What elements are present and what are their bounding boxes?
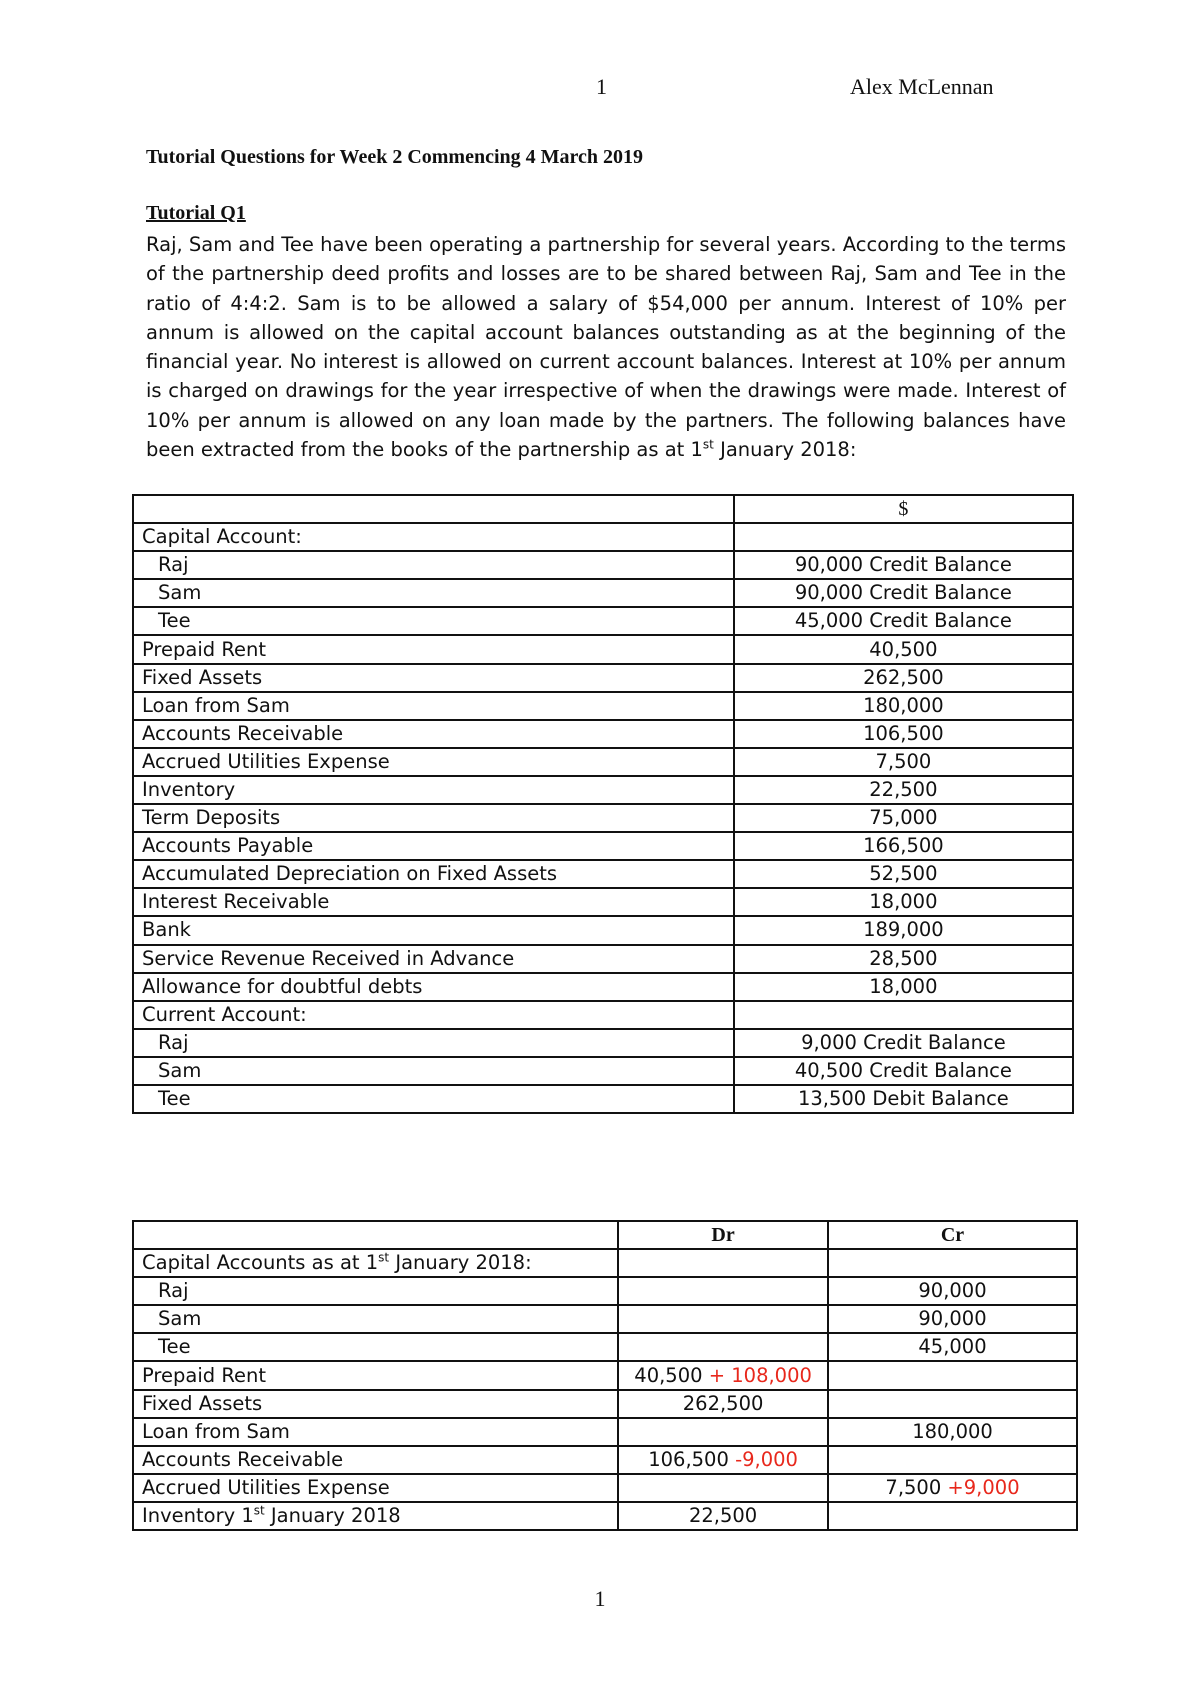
trial-row-dr-adjustment: + 108,000 — [702, 1363, 812, 1387]
balances-row-label: Fixed Assets — [133, 664, 734, 692]
trial-row-cr-cell — [828, 1502, 1077, 1530]
trial-table — [132, 1220, 1078, 1531]
trial-row-label-cell — [133, 1277, 618, 1305]
balances-row-value: 262,500 — [734, 664, 1073, 692]
trial-row — [133, 1277, 1077, 1305]
balances-row-value: 40,500 — [734, 635, 1073, 663]
trial-row — [133, 1446, 1077, 1474]
balances-row-label: Accounts Payable — [133, 832, 734, 860]
trial-row-cr-cell — [828, 1361, 1077, 1389]
balances-row-label: Sam — [133, 579, 734, 607]
balances-row-label: Inventory — [133, 776, 734, 804]
balances-row-value: 13,500 Debit Balance — [734, 1085, 1073, 1113]
trial-row-dr: 262,500 — [682, 1391, 764, 1415]
trial-row-label-end: January 2018 — [264, 1503, 401, 1527]
balances-row-value: 28,500 — [734, 945, 1073, 973]
trial-row-dr-cell — [618, 1277, 828, 1305]
trial-row-label-cell — [133, 1390, 618, 1418]
trial-row — [133, 1474, 1077, 1502]
balances-row-label: Accounts Receivable — [133, 720, 734, 748]
trial-row-cr: 90,000 — [918, 1279, 987, 1303]
trial-row-label: Raj — [158, 1279, 189, 1303]
balances-row — [133, 1001, 1073, 1029]
trial-row — [133, 1390, 1077, 1418]
balances-row-value — [734, 523, 1073, 551]
balances-row — [133, 748, 1073, 776]
balances-row-value: 52,500 — [734, 860, 1073, 888]
balances-row — [133, 832, 1073, 860]
trial-row-label: Inventory 1 — [142, 1503, 254, 1527]
balances-row-label: Prepaid Rent — [133, 635, 734, 663]
balances-row — [133, 1029, 1073, 1057]
balances-row-label: Sam — [133, 1057, 734, 1085]
trial-row — [133, 1249, 1077, 1277]
trial-row-cr-cell — [828, 1277, 1077, 1305]
balances-row — [133, 916, 1073, 944]
balances-row — [133, 664, 1073, 692]
balances-row-label: Tee — [133, 607, 734, 635]
question-text: Raj, Sam and Tee have been operating a partnership for several years. According to the terms of the partnership deed profits and losses are to be shared between Raj, Sam and Tee in the ratio of 4:4:2. Sam is to be allowed a salary of $54,000 per annum. Interest of 10% per annum is allowed on the capital account balances outstanding as at the beginning of the financial year. No interest is allowed on current account balances. Interest at 10% per annum is charged on drawings for the year irrespective of when the drawings were made. Interest of 10% per annum is allowed on any loan made by the partners. The following balances have been extracted from the books of the partnership as at 1 — [146, 233, 1066, 462]
trial-row-label: Sam — [158, 1307, 202, 1331]
trial-row-cr-adjustment: +9,000 — [941, 1475, 1020, 1499]
trial-row-dr-cell — [618, 1333, 828, 1361]
trial-row-label: Capital Accounts as at 1 — [142, 1251, 379, 1275]
header-page-number: 1 — [596, 74, 607, 99]
trial-row-cr: 7,500 — [885, 1475, 942, 1499]
trial-row-label-cell — [133, 1361, 618, 1389]
trial-row — [133, 1305, 1077, 1333]
trial-row-dr-cell — [618, 1249, 828, 1277]
trial-row-dr-adjustment: -9,000 — [728, 1447, 798, 1471]
balances-row-label: Tee — [133, 1085, 734, 1113]
trial-header-row — [133, 1221, 1077, 1249]
balances-row-label: Interest Receivable — [133, 888, 734, 916]
trial-row-cr-cell — [828, 1333, 1077, 1361]
balances-row-value: 18,000 — [734, 973, 1073, 1001]
trial-row-label-cell — [133, 1502, 618, 1530]
balances-row-value: 106,500 — [734, 720, 1073, 748]
balances-row-label: Capital Account: — [133, 523, 734, 551]
question-heading: Tutorial Q1 — [146, 202, 246, 224]
trial-row — [133, 1418, 1077, 1446]
trial-row — [133, 1361, 1077, 1389]
question-text-superscript: st — [702, 437, 714, 452]
trial-row — [133, 1502, 1077, 1530]
trial-row-dr-cell — [618, 1305, 828, 1333]
balances-row-value: 22,500 — [734, 776, 1073, 804]
trial-row-label-cell — [133, 1446, 618, 1474]
trial-row-cr-cell — [828, 1474, 1077, 1502]
trial-row-dr-cell — [618, 1446, 828, 1474]
balances-row-label: Bank — [133, 916, 734, 944]
balances-row-value: 40,500 Credit Balance — [734, 1057, 1073, 1085]
balances-row-label: Accrued Utilities Expense — [133, 748, 734, 776]
balances-row-label: Service Revenue Received in Advance — [133, 945, 734, 973]
balances-row — [133, 973, 1073, 1001]
trial-row-dr: 106,500 — [648, 1447, 729, 1471]
trial-row-label: Tee — [158, 1335, 191, 1359]
balances-row-label: Accumulated Depreciation on Fixed Assets — [133, 860, 734, 888]
trial-row-label: Accrued Utilities Expense — [142, 1475, 390, 1499]
trial-row-label: Accounts Receivable — [142, 1447, 344, 1471]
balances-row — [133, 1085, 1073, 1113]
trial-row-label: Loan from Sam — [142, 1419, 290, 1443]
balances-row — [133, 860, 1073, 888]
balances-row-label: Term Deposits — [133, 804, 734, 832]
balances-row-value: 166,500 — [734, 832, 1073, 860]
trial-row-label: Prepaid Rent — [142, 1363, 266, 1387]
balances-header-value: $ — [734, 495, 1073, 523]
trial-row-cr-cell — [828, 1305, 1077, 1333]
trial-row — [133, 1333, 1077, 1361]
trial-row-label-superscript: st — [253, 1503, 265, 1518]
balances-row — [133, 945, 1073, 973]
trial-row-label-cell — [133, 1418, 618, 1446]
trial-row-cr: 45,000 — [918, 1335, 987, 1359]
trial-row-label-cell — [133, 1249, 618, 1277]
trial-header-label — [133, 1221, 618, 1249]
trial-row-label: Fixed Assets — [142, 1391, 263, 1415]
cr-header: Cr — [828, 1221, 1077, 1249]
trial-row-dr-cell — [618, 1418, 828, 1446]
balances-row-label: Raj — [133, 1029, 734, 1057]
balances-row — [133, 579, 1073, 607]
balances-row-value — [734, 1001, 1073, 1029]
trial-row-cr: 90,000 — [918, 1307, 987, 1331]
balances-row-value: 75,000 — [734, 804, 1073, 832]
footer-page-number: 1 — [594, 1586, 606, 1611]
balances-row-label: Allowance for doubtful debts — [133, 973, 734, 1001]
trial-row-label-cell — [133, 1333, 618, 1361]
balances-row-value: 90,000 Credit Balance — [734, 551, 1073, 579]
balances-row — [133, 692, 1073, 720]
balances-row — [133, 551, 1073, 579]
document-title: Tutorial Questions for Week 2 Commencing 4 March 2019 — [146, 146, 644, 168]
balances-row — [133, 607, 1073, 635]
balances-row-value: 90,000 Credit Balance — [734, 579, 1073, 607]
trial-row-cr-cell — [828, 1249, 1077, 1277]
question-paragraph — [146, 230, 1066, 464]
trial-row-dr-cell — [618, 1390, 828, 1418]
balances-row-value: 7,500 — [734, 748, 1073, 776]
balances-row-label: Current Account: — [133, 1001, 734, 1029]
trial-row-dr: 22,500 — [688, 1503, 758, 1527]
balances-row — [133, 635, 1073, 663]
trial-row-label-cell — [133, 1474, 618, 1502]
balances-header-row — [133, 495, 1073, 523]
balances-row — [133, 720, 1073, 748]
balances-row-label: Loan from Sam — [133, 692, 734, 720]
trial-row-cr-cell — [828, 1446, 1077, 1474]
balances-table — [132, 494, 1074, 1114]
balances-row-value: 18,000 — [734, 888, 1073, 916]
trial-row-label-cell — [133, 1305, 618, 1333]
dr-header: Dr — [618, 1221, 828, 1249]
balances-row — [133, 1057, 1073, 1085]
trial-row-dr: 40,500 — [634, 1363, 703, 1387]
trial-row-dr-cell — [618, 1361, 828, 1389]
question-text-end: January 2018: — [713, 438, 857, 462]
balances-row — [133, 804, 1073, 832]
trial-row-dr-cell — [618, 1474, 828, 1502]
balances-row-value: 45,000 Credit Balance — [734, 607, 1073, 635]
balances-row — [133, 523, 1073, 551]
balances-header-label — [133, 495, 734, 523]
balances-row-value: 180,000 — [734, 692, 1073, 720]
trial-row-cr-cell — [828, 1418, 1077, 1446]
balances-row-label: Raj — [133, 551, 734, 579]
trial-row-dr-cell — [618, 1502, 828, 1530]
trial-row-label-end: January 2018: — [389, 1251, 532, 1275]
balances-row — [133, 888, 1073, 916]
balances-row-value: 9,000 Credit Balance — [734, 1029, 1073, 1057]
balances-row-value: 189,000 — [734, 916, 1073, 944]
trial-row-cr-cell — [828, 1390, 1077, 1418]
header-author: Alex McLennan — [850, 74, 994, 99]
trial-row-cr: 180,000 — [912, 1419, 993, 1443]
trial-row-label-superscript: st — [378, 1250, 390, 1265]
balances-row — [133, 776, 1073, 804]
